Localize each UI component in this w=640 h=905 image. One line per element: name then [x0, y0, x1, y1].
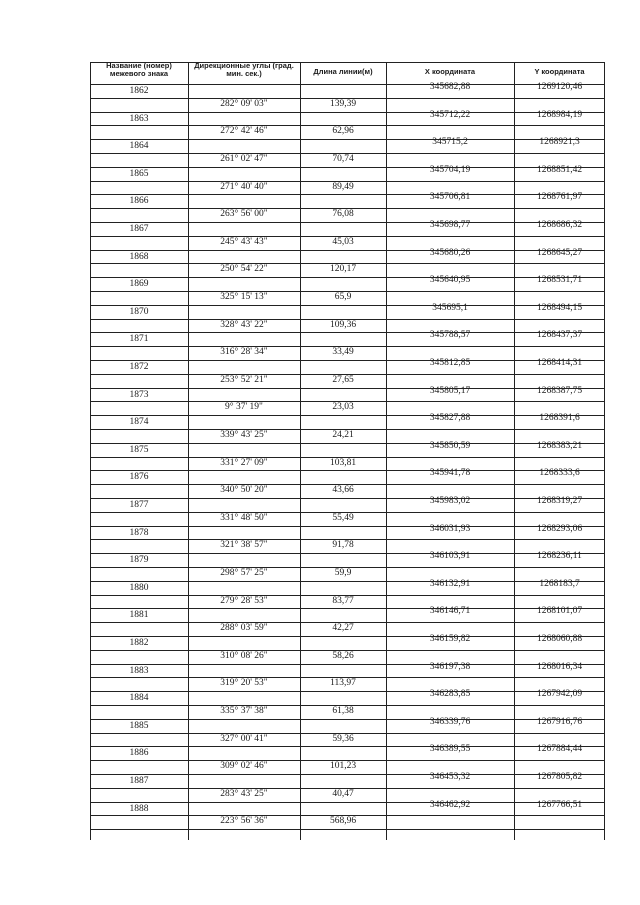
- row-rule: [90, 277, 605, 278]
- row-rule: [90, 650, 605, 651]
- point-x: 345812,85: [429, 358, 471, 368]
- row-rule: [90, 98, 605, 99]
- header-name: Название (номер) межевого знака: [106, 61, 172, 78]
- point-x: 345712,22: [429, 109, 471, 120]
- point-y: 1268183,7: [539, 578, 580, 589]
- row-rule: [90, 526, 605, 527]
- point-name: 1871: [129, 334, 149, 345]
- segment-angle: 253° 52' 21": [220, 374, 268, 385]
- point-y: 1268761,97: [536, 192, 583, 203]
- segment-length: 103,81: [329, 457, 357, 468]
- row-rule: [90, 319, 605, 320]
- segment-length: 40,47: [332, 788, 354, 799]
- point-x: 345850,59: [429, 440, 471, 451]
- segment-angle: 319° 20' 53": [220, 678, 268, 689]
- segment-angle: 250° 54' 22": [220, 264, 268, 275]
- row-rule: [90, 539, 605, 540]
- segment-angle: 321° 38' 57": [220, 540, 268, 551]
- segment-length: 59,9: [334, 568, 352, 578]
- point-x: 345680,26: [429, 247, 471, 258]
- point-name: 1866: [129, 196, 149, 207]
- row-rule: [90, 139, 605, 140]
- point-name: 1881: [129, 610, 149, 621]
- point-x: 346146,71: [429, 606, 471, 617]
- point-y: 1268293,06: [536, 523, 583, 534]
- row-rule: [90, 263, 605, 264]
- row-rule: [90, 374, 605, 375]
- point-x: 345695,1: [432, 302, 468, 313]
- row-rule: [90, 236, 605, 237]
- point-y: 1268383,21: [536, 440, 583, 451]
- segment-angle: 316° 28' 34": [220, 347, 268, 358]
- point-y: 1268921,3: [539, 137, 580, 148]
- point-name: 1870: [129, 306, 149, 317]
- point-y: 1267766,51: [536, 799, 583, 810]
- segment-length: 83,77: [332, 595, 354, 606]
- point-x: 345706,81: [429, 192, 471, 203]
- point-name: 1876: [129, 472, 149, 483]
- segment-length: 42,27: [332, 623, 354, 634]
- point-x: 345827,88: [429, 413, 471, 424]
- segment-length: 70,74: [332, 154, 354, 164]
- column-rule: [514, 62, 515, 840]
- segment-angle: 325° 15' 13": [220, 292, 268, 302]
- segment-angle: 283° 43' 25": [220, 788, 268, 799]
- row-rule: [90, 62, 605, 63]
- point-y: 1268016,34: [536, 661, 583, 672]
- point-name: 1888: [129, 803, 149, 814]
- point-x: 345704,19: [429, 164, 471, 175]
- point-y: 1268494,15: [536, 302, 583, 313]
- point-x: 346453,32: [429, 772, 471, 782]
- row-rule: [90, 581, 605, 582]
- point-x: 345698,77: [429, 220, 471, 230]
- row-rule: [90, 733, 605, 734]
- row-rule: [90, 167, 605, 168]
- point-y: 1267805,82: [536, 772, 583, 782]
- point-y: 1267916,76: [536, 716, 583, 727]
- segment-angle: 309° 02' 46": [220, 761, 268, 772]
- segment-length: 61,38: [332, 706, 354, 716]
- row-rule: [90, 360, 605, 361]
- point-y: 1269120,46: [536, 82, 583, 92]
- row-rule: [90, 153, 605, 154]
- row-rule: [90, 470, 605, 471]
- segment-angle: 282° 09' 03": [220, 98, 268, 109]
- row-rule: [90, 208, 605, 209]
- row-rule: [90, 332, 605, 333]
- header-length: Длина линии(м): [313, 67, 373, 76]
- row-rule: [90, 250, 605, 251]
- row-rule: [90, 691, 605, 692]
- segment-angle: 335° 37' 38": [220, 706, 268, 716]
- point-name: 1880: [129, 582, 149, 593]
- column-rule: [300, 62, 301, 840]
- row-rule: [90, 567, 605, 568]
- row-rule: [90, 760, 605, 761]
- segment-length: 43,66: [332, 485, 354, 496]
- header-y: Y координата: [534, 67, 585, 76]
- point-x: 346283,85: [429, 689, 471, 700]
- row-rule: [90, 512, 605, 513]
- segment-length: 59,36: [332, 733, 354, 744]
- column-rule: [386, 62, 387, 840]
- point-x: 345640,95: [429, 275, 471, 286]
- row-rule: [90, 401, 605, 402]
- point-y: 1268101,07: [536, 606, 583, 617]
- row-rule: [90, 677, 605, 678]
- segment-length: 568,96: [329, 816, 357, 827]
- point-name: 1884: [129, 693, 149, 704]
- row-rule: [90, 388, 605, 389]
- point-x: 346339,76: [429, 716, 471, 727]
- header-x: X координата: [424, 67, 476, 76]
- point-name: 1867: [129, 224, 149, 234]
- segment-length: 89,49: [332, 181, 354, 192]
- segment-angle: 271° 40' 40": [220, 181, 268, 192]
- segment-angle: 331° 48' 50": [220, 512, 268, 523]
- segment-length: 91,78: [332, 540, 354, 551]
- segment-length: 113,97: [330, 678, 356, 689]
- point-x: 346031,93: [429, 523, 471, 534]
- row-rule: [90, 595, 605, 596]
- row-rule: [90, 194, 605, 195]
- row-rule: [90, 291, 605, 292]
- header-angle: Дирекционные углы (град. мин. сек.): [194, 61, 294, 78]
- point-name: 1863: [129, 113, 149, 124]
- row-rule: [90, 112, 605, 113]
- point-y: 1268984,19: [536, 109, 583, 120]
- row-rule: [90, 346, 605, 347]
- row-rule: [90, 222, 605, 223]
- row-rule: [90, 622, 605, 623]
- point-x: 345805,17: [429, 385, 471, 396]
- segment-length: 101,23: [329, 761, 357, 772]
- point-x: 345788,57: [429, 330, 471, 341]
- segment-angle: 245° 43' 43": [220, 236, 268, 247]
- segment-length: 62,96: [332, 126, 354, 137]
- row-rule: [90, 774, 605, 775]
- segment-angle: 272° 42' 46": [220, 126, 268, 137]
- segment-length: 24,21: [332, 430, 354, 440]
- point-y: 1268333,6: [539, 468, 580, 479]
- segment-length: 65,9: [334, 292, 352, 302]
- segment-angle: 261° 02' 47": [220, 154, 268, 164]
- point-name: 1873: [129, 389, 149, 400]
- point-x: 345715,2: [432, 137, 468, 148]
- row-rule: [90, 429, 605, 430]
- point-x: 346103,91: [429, 551, 471, 562]
- point-x: 345983,02: [429, 496, 471, 506]
- row-rule: [90, 788, 605, 789]
- segment-angle: 288° 03' 59": [220, 623, 268, 634]
- row-rule: [90, 457, 605, 458]
- row-rule: [90, 125, 605, 126]
- segment-length: 55,49: [332, 512, 354, 523]
- point-y: 1268414,31: [536, 358, 583, 368]
- row-rule: [90, 415, 605, 416]
- point-x: 345682,88: [429, 82, 471, 92]
- point-name: 1882: [129, 638, 149, 648]
- segment-length: 109,36: [329, 319, 357, 330]
- row-rule: [90, 553, 605, 554]
- row-rule: [90, 498, 605, 499]
- row-rule: [90, 802, 605, 803]
- point-y: 1268645,27: [536, 247, 583, 258]
- segment-length: 139,39: [329, 98, 357, 109]
- point-name: 1864: [129, 141, 149, 152]
- segment-angle: 279° 28' 53": [220, 595, 268, 606]
- segment-angle: 339° 43' 25": [220, 430, 268, 440]
- row-rule: [90, 815, 605, 816]
- row-rule: [90, 305, 605, 306]
- segment-length: 33,49: [332, 347, 354, 358]
- row-rule: [90, 84, 605, 85]
- point-name: 1883: [129, 665, 149, 676]
- point-y: 1267884,44: [536, 744, 583, 755]
- row-rule: [90, 608, 605, 609]
- point-x: 345941,78: [429, 468, 471, 479]
- point-x: 346197,38: [429, 661, 471, 672]
- row-rule: [90, 443, 605, 444]
- point-y: 1268060,88: [536, 634, 583, 644]
- point-name: 1868: [129, 251, 149, 262]
- segment-angle: 327° 00' 41": [220, 733, 268, 744]
- point-name: 1869: [129, 279, 149, 290]
- point-x: 346159,82: [429, 634, 471, 644]
- segment-length: 27,65: [332, 374, 354, 385]
- point-name: 1887: [129, 776, 149, 786]
- point-y: 1268851,42: [536, 164, 583, 175]
- point-y: 1268387,75: [536, 385, 583, 396]
- row-rule: [90, 705, 605, 706]
- segment-angle: 9° 37' 19": [225, 402, 263, 413]
- segment-angle: 298° 57' 25": [220, 568, 268, 578]
- row-rule: [90, 636, 605, 637]
- point-x: 346389,55: [429, 744, 471, 755]
- point-y: 1268319,27: [536, 496, 583, 506]
- point-y: 1268236,11: [537, 551, 582, 562]
- point-x: 346132,91: [429, 578, 471, 589]
- segment-length: 23,03: [332, 402, 354, 413]
- point-name: 1878: [129, 527, 149, 538]
- point-name: 1885: [129, 720, 149, 731]
- point-name: 1886: [129, 748, 149, 759]
- point-name: 1875: [129, 444, 149, 455]
- segment-angle: 310° 08' 26": [220, 650, 268, 661]
- point-y: 1267942,09: [536, 689, 583, 700]
- column-rule: [188, 62, 189, 840]
- segment-length: 58,26: [332, 650, 354, 661]
- column-rule: [90, 62, 91, 840]
- row-rule: [90, 664, 605, 665]
- row-rule: [90, 484, 605, 485]
- row-rule: [90, 719, 605, 720]
- segment-angle: 223° 56' 36": [220, 816, 268, 827]
- point-y: 1268437,37: [536, 330, 583, 341]
- column-rule: [604, 62, 605, 840]
- row-rule: [90, 181, 605, 182]
- segment-angle: 328° 43' 22": [220, 319, 268, 330]
- segment-angle: 331° 27' 09": [220, 457, 268, 468]
- point-y: 1268531,71: [536, 275, 583, 286]
- row-rule: [90, 829, 605, 830]
- point-y: 1268686,32: [536, 220, 583, 230]
- segment-length: 76,08: [332, 209, 354, 220]
- point-name: 1872: [129, 362, 149, 372]
- point-name: 1877: [129, 500, 149, 510]
- point-name: 1865: [129, 168, 149, 179]
- segment-length: 45,03: [332, 236, 354, 247]
- coordinates-table: [90, 62, 605, 842]
- segment-angle: 263° 56' 00": [220, 209, 268, 220]
- segment-angle: 340° 50' 20": [220, 485, 268, 496]
- segment-length: 120,17: [329, 264, 357, 275]
- row-rule: [90, 746, 605, 747]
- point-x: 346462,92: [429, 799, 471, 810]
- point-name: 1879: [129, 555, 149, 566]
- point-name: 1874: [129, 417, 149, 428]
- point-name: 1862: [129, 86, 149, 96]
- point-y: 1268391,6: [539, 413, 580, 424]
